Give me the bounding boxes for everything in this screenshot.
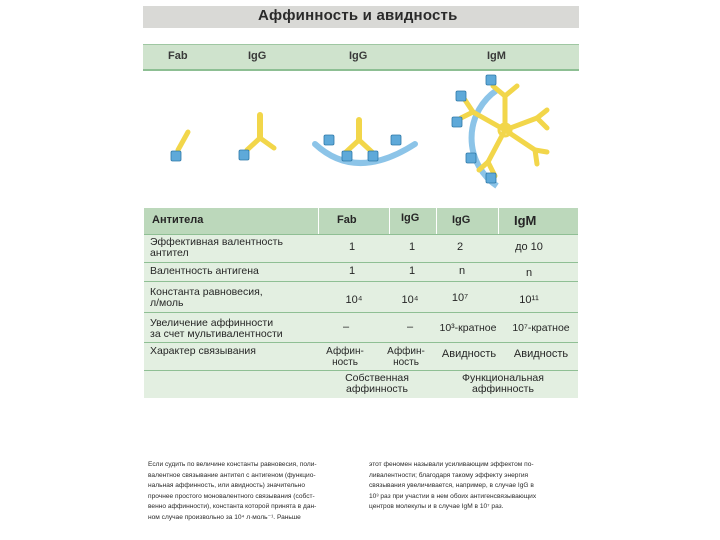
cell-binding-fab: Аффин-ность <box>326 346 364 368</box>
row-label-effective-valency: Эффективная валентность антител <box>150 236 283 259</box>
igg-single <box>239 115 274 160</box>
row-label-antigen-valency: Валентность антигена <box>150 265 259 277</box>
cell-constant-fab: 10⁴ <box>345 294 363 306</box>
cell-binding-igg1: Аффин-ность <box>387 346 425 368</box>
illus-label-fab: Fab <box>168 50 188 62</box>
illus-label-igg-1: IgG <box>248 50 267 62</box>
cell-increase-igm: 10⁷-кратное <box>512 322 570 334</box>
cell-antigen-igg1: 1 <box>408 265 416 277</box>
row-label-binding-type: Характер связывания <box>150 345 256 357</box>
cell-increase-fab: – <box>342 321 350 333</box>
group-intrinsic-affinity: Собственная аффинность <box>345 372 409 395</box>
antibody-illustration <box>143 70 579 196</box>
fab-fragment <box>171 132 188 161</box>
group-functional-affinity: Функциональная аффинность <box>462 372 544 395</box>
header-igg-2: IgG <box>452 214 471 226</box>
igm-pentamer <box>452 75 547 186</box>
illus-label-igg-2: IgG <box>349 50 368 62</box>
table-header-row <box>144 208 578 234</box>
footnote-right: этот феномен называли усиливающим эффектом по- ливалентности; благодаря такому эффекту энергия связывания увеличивается, например, в случае IgG в 10³ раз при участии в нем обоих антигенсвязывающих центров молекулы и в случае IgM в 10⁷ раз. <box>369 461 537 511</box>
header-igm: IgM <box>514 213 537 228</box>
row-label-affinity-increase: Увеличение аффинности за счет мультивалентности <box>150 317 283 340</box>
cell-antigen-igg2: n <box>458 265 466 277</box>
footnote-left: Если судить по величине константы равновесия, поли- валентное связывание антител с антигеном (функцио- нальная аффинность, или авидность) значительно прочнее простого моновалентного связывания (собст- венно аффинности), константа которой принята в дан- ном случае произвольно за 10⁴ л·моль⁻¹. Раньше <box>148 461 317 521</box>
cell-valency-igg2: 2 <box>456 241 464 253</box>
page-title: Аффинность и авидность <box>258 7 458 24</box>
cell-increase-igg2: 10³-кратное <box>439 322 497 334</box>
igg-bivalent <box>315 120 415 163</box>
cell-binding-igg2: Авидность <box>441 348 497 360</box>
illus-label-igm: IgM <box>487 50 506 62</box>
cell-antigen-igm: n <box>525 267 533 279</box>
cell-antigen-fab: 1 <box>348 265 356 277</box>
cell-constant-igg1: 10⁴ <box>401 294 419 306</box>
header-antibodies: Антитела <box>152 214 204 226</box>
header-igg-1: IgG <box>401 212 420 224</box>
cell-increase-igg1: – <box>406 321 414 333</box>
cell-valency-igm: до 10 <box>515 241 543 253</box>
header-fab: Fab <box>337 214 357 226</box>
cell-valency-igg1: 1 <box>408 241 416 253</box>
row-label-equilibrium-constant: Константа равновесия, л/моль <box>150 286 263 309</box>
cell-binding-igm: Авидность <box>513 348 569 360</box>
cell-constant-igm: 10¹¹ <box>519 294 539 306</box>
cell-valency-fab: 1 <box>348 241 356 253</box>
cell-constant-igg2: 10⁷ <box>451 292 469 304</box>
